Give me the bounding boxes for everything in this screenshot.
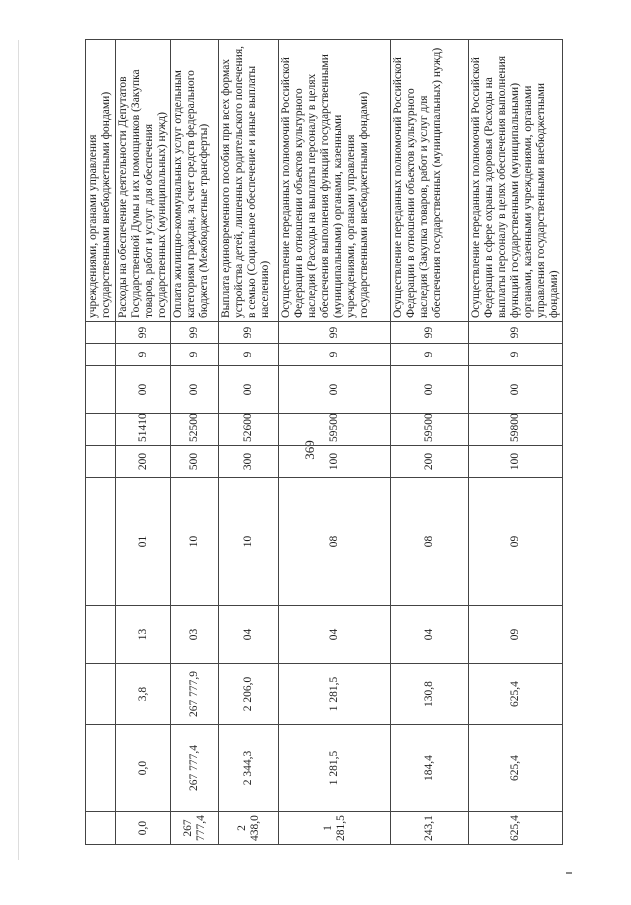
table-row (219, 40, 279, 845)
code-program: 99 (171, 322, 219, 344)
code-direction: 52600 (219, 414, 279, 446)
code-group: 00 (219, 366, 279, 414)
code-direction: 59800 (469, 414, 563, 446)
table-row (279, 40, 391, 845)
value-2021: 1 281,5 (279, 664, 391, 725)
code-expense-type: 300 (219, 446, 279, 478)
value-2023: 267 777,4 (171, 812, 219, 845)
code-subsection: 04 (391, 606, 469, 664)
value-2022: 625,4 (469, 725, 563, 812)
code-expense-type: 200 (391, 446, 469, 478)
value-2022: 184,4 (391, 725, 469, 812)
code-group: 00 (116, 366, 171, 414)
value-2023: 243,1 (391, 812, 469, 845)
code-subsection: 13 (116, 606, 171, 664)
value-2022: 1 281,5 (279, 725, 391, 812)
value-2023: 2 438,0 (219, 812, 279, 845)
value-2022: 2 344,3 (219, 725, 279, 812)
budget-table (85, 39, 563, 845)
row-description: Осуществление переданных полномочий Российской Федерации в сфере охраны здоровья (Расходы на выплаты персоналу в целях обеспечения выполнения функций государственными (муниципальными) органами, казенными учреждениями, органами управления государственными внебюджетными фондами) (469, 40, 563, 322)
value-2022: 267 777,4 (171, 725, 219, 812)
table-row (86, 40, 116, 845)
value-2021 (86, 664, 116, 725)
code-section: 08 (391, 478, 469, 606)
code-expense-type: 500 (171, 446, 219, 478)
code-group: 00 (469, 366, 563, 414)
row-description: Осуществление переданных полномочий Российской Федерации в отношении объектов культурного наследия (Закупка товаров, работ и услуг для обеспечения государственных (муниципальных) нужд) (391, 40, 469, 322)
code-group (86, 366, 116, 414)
code-subprogram: 9 (116, 344, 171, 366)
code-subprogram: 9 (219, 344, 279, 366)
code-subprogram: 9 (279, 344, 391, 366)
code-direction: 59500 (391, 414, 469, 446)
scan-edge (18, 40, 19, 860)
code-subsection: 04 (219, 606, 279, 664)
code-section: 09 (469, 478, 563, 606)
code-group: 00 (391, 366, 469, 414)
scan-mark (566, 872, 572, 874)
code-section: 10 (219, 478, 279, 606)
code-expense-type: 100 (279, 446, 391, 478)
value-2021: 625,4 (469, 664, 563, 725)
value-2023: 0,0 (116, 812, 171, 845)
rotated-table-wrapper (85, 40, 615, 845)
table-row (116, 40, 171, 845)
code-subsection: 03 (171, 606, 219, 664)
code-direction: 52500 (171, 414, 219, 446)
code-subprogram: 9 (391, 344, 469, 366)
code-subsection (86, 606, 116, 664)
code-program: 99 (391, 322, 469, 344)
value-2021: 2 206,0 (219, 664, 279, 725)
code-section: 08 (279, 478, 391, 606)
row-description: учреждениями, органами управления государственными внебюджетными фондами) (86, 40, 116, 322)
row-description: Расходы на обеспечение деятельности Депутатов Государственной Думы и их помощников (Закупка товаров, работ и услуг для обеспечения государственных (муниципальных) нужд) (116, 40, 171, 322)
code-section (86, 478, 116, 606)
code-group: 00 (279, 366, 391, 414)
code-program: 99 (469, 322, 563, 344)
table-row (469, 40, 563, 845)
code-subprogram (86, 344, 116, 366)
code-subprogram: 9 (469, 344, 563, 366)
table-row (391, 40, 469, 845)
code-program (86, 322, 116, 344)
code-program: 99 (219, 322, 279, 344)
value-2021: 267 777,9 (171, 664, 219, 725)
code-subsection: 09 (469, 606, 563, 664)
value-2021: 3,8 (116, 664, 171, 725)
table-row (171, 40, 219, 845)
code-expense-type: 200 (116, 446, 171, 478)
value-2022: 0,0 (116, 725, 171, 812)
code-section: 10 (171, 478, 219, 606)
code-direction: 51410 (116, 414, 171, 446)
value-2022 (86, 725, 116, 812)
table-body (86, 40, 563, 845)
code-subsection: 04 (279, 606, 391, 664)
value-2023 (86, 812, 116, 845)
code-section: 01 (116, 478, 171, 606)
code-program: 99 (116, 322, 171, 344)
value-2023: 1 281,5 (279, 812, 391, 845)
row-description: Оплата жилищно-коммунальных услуг отдельным категориям граждан, за счет средств федерального бюджета (Межбюджетные трансферты) (171, 40, 219, 322)
row-description: Выплата единовременного пособия при всех формах устройства детей, лишенных родительского попечения, в семью (Социальное обеспечение и иные выплаты населению) (219, 40, 279, 322)
code-group: 00 (171, 366, 219, 414)
code-subprogram: 9 (171, 344, 219, 366)
code-direction: 59500 (279, 414, 391, 446)
row-description: Осуществление переданных полномочий Российской Федерации в отношении объектов культурного наследия (Расходы на выплаты персоналу в целях обеспечения выполнения функций государственными (муниципальными) органами, казенными учреждениями, органами управления государственными внебюджетными фондами) (279, 40, 391, 322)
value-2021: 130,8 (391, 664, 469, 725)
code-direction (86, 414, 116, 446)
value-2023: 625,4 (469, 812, 563, 845)
code-expense-type (86, 446, 116, 478)
code-expense-type: 100 (469, 446, 563, 478)
page-number: 369 (302, 440, 317, 460)
code-program: 99 (279, 322, 391, 344)
